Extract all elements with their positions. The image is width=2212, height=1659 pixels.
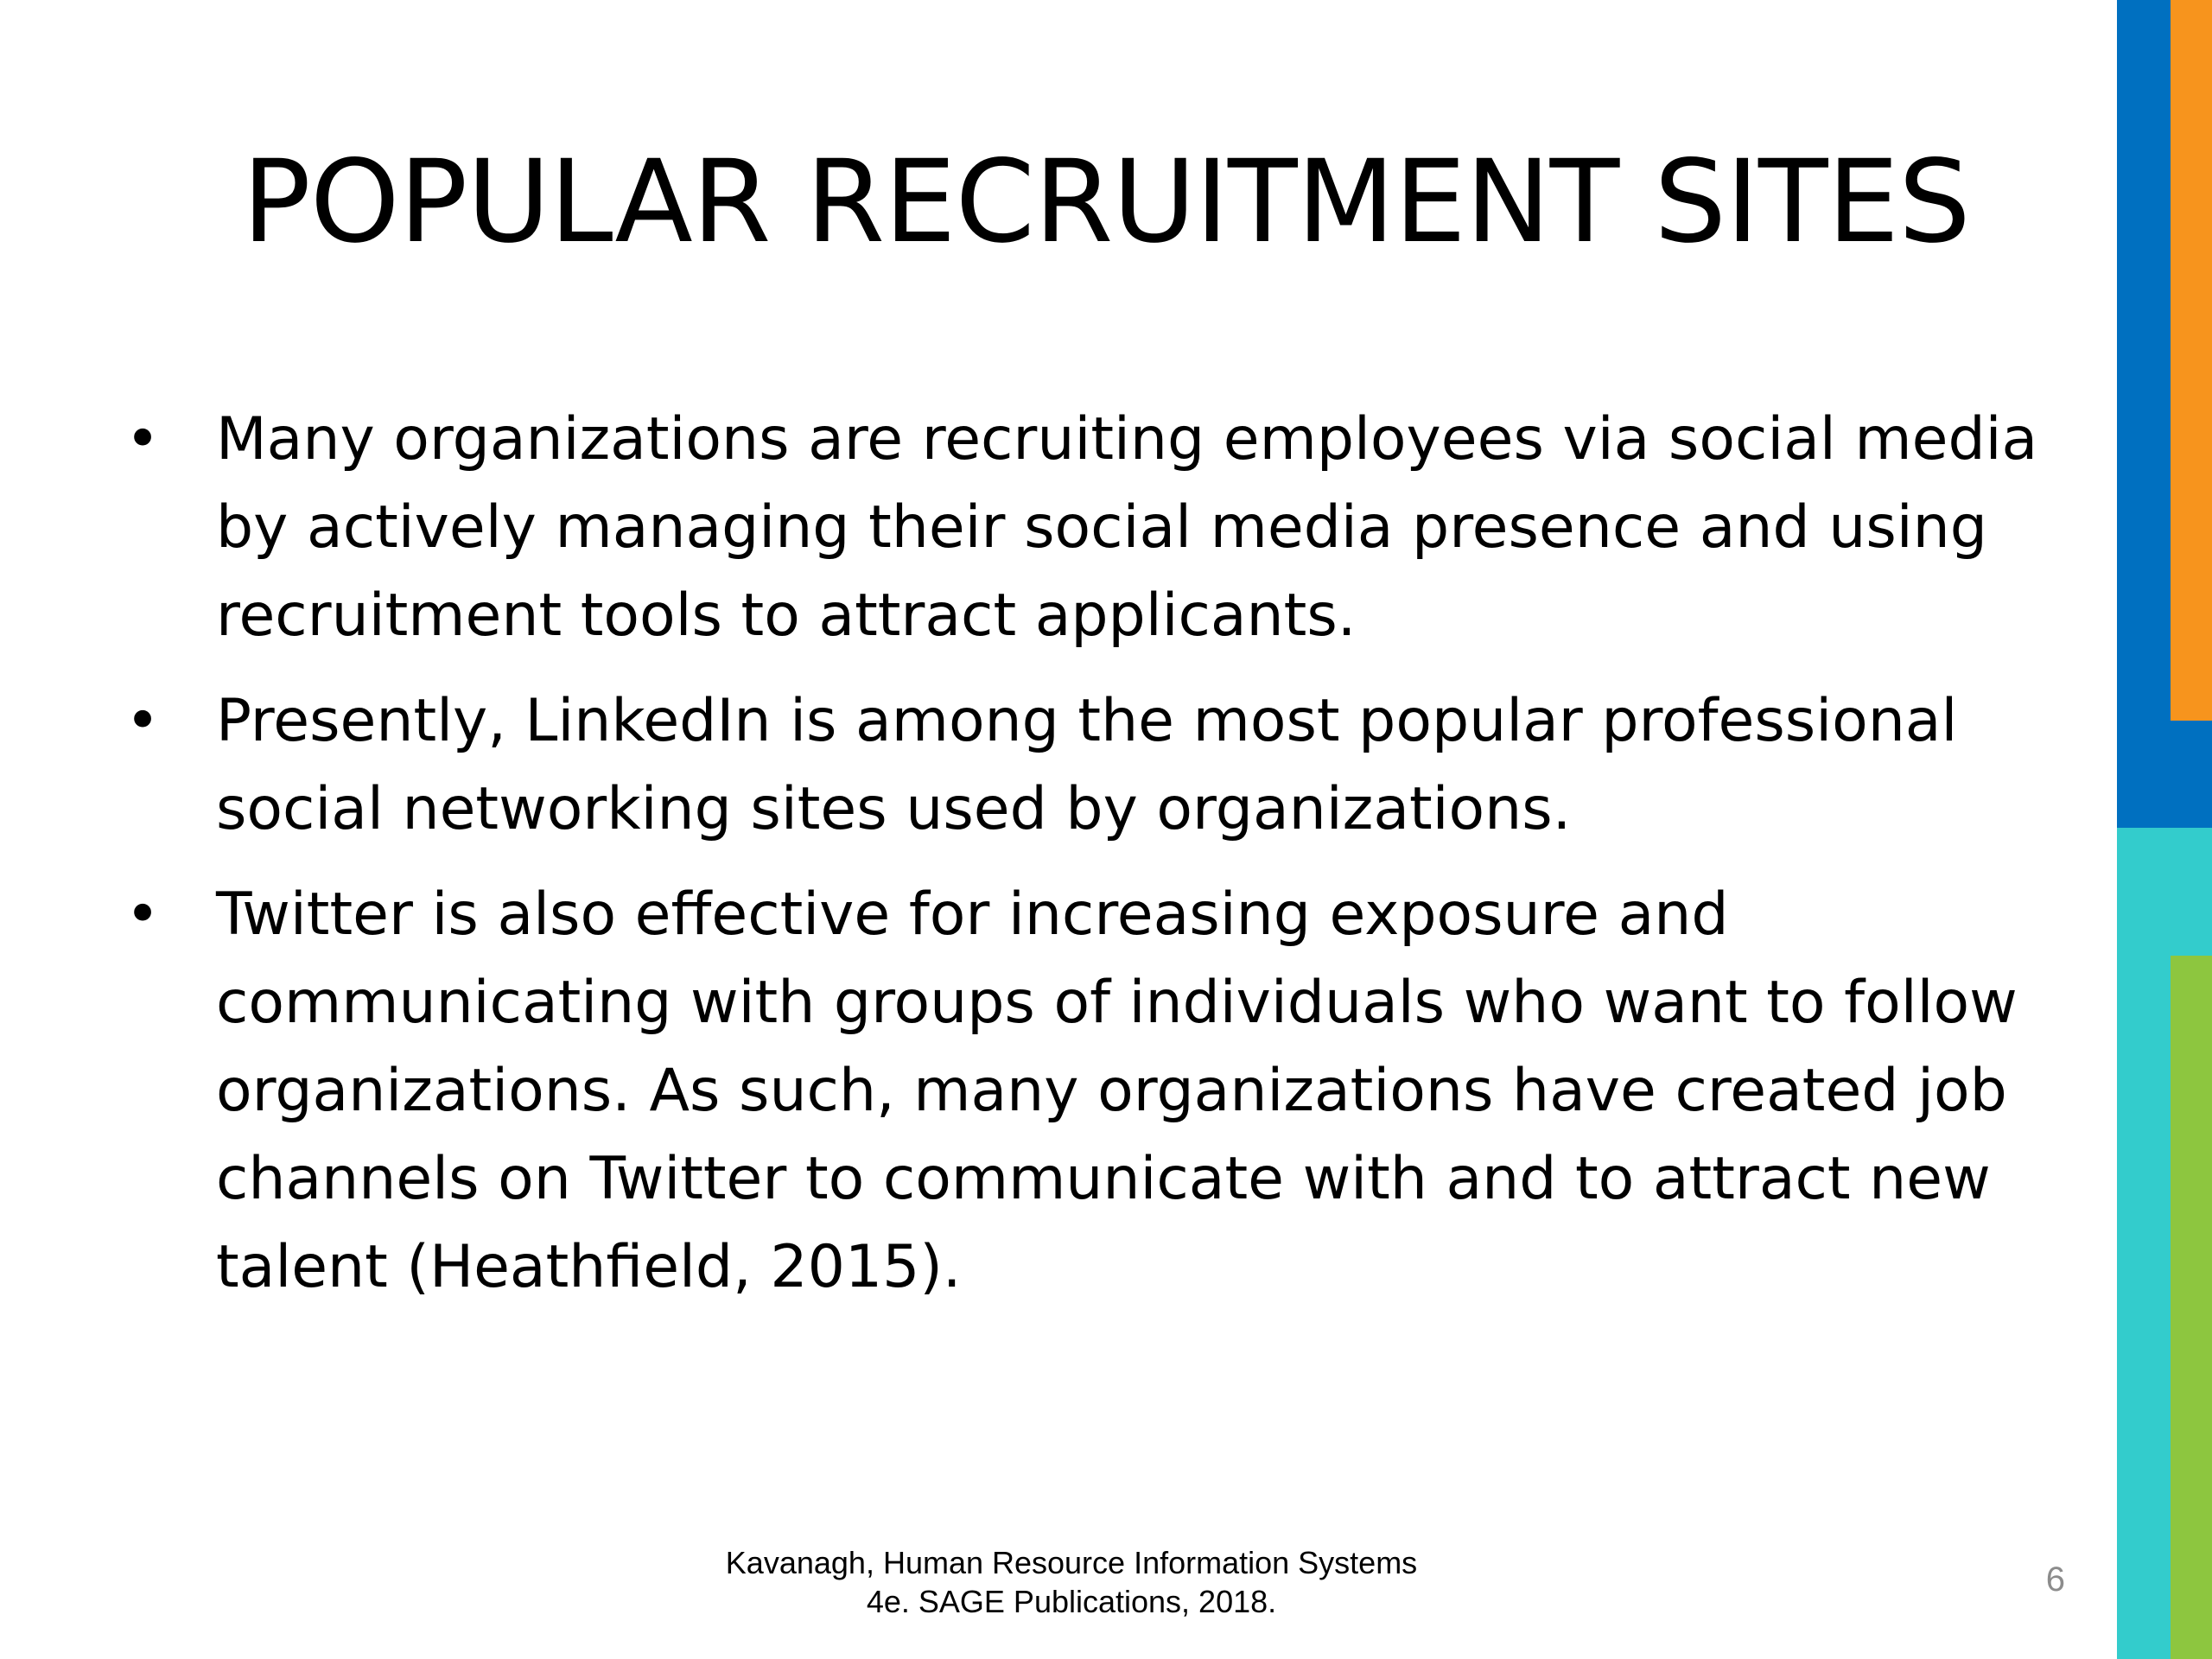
decorative-stripe-blue <box>2117 0 2171 828</box>
citation-line-2: 4e. SAGE Publications, 2018. <box>866 1584 1277 1619</box>
decorative-stripe-green <box>2171 956 2212 1659</box>
decorative-stripe-blue-right <box>2171 721 2212 828</box>
decorative-stripe-teal <box>2117 828 2171 1659</box>
decorative-stripe-teal-right <box>2171 828 2212 956</box>
bullet-text: Many organizations are recruiting employees via social media by actively managing their social media presence and using recruitment tools to attract applicants. <box>216 405 2038 650</box>
page-number: 6 <box>2045 1560 2065 1599</box>
decorative-stripe-orange <box>2171 0 2212 721</box>
bullet-item <box>112 871 2100 1312</box>
citation-line-1: Kavanagh, Human Resource Information Systems <box>725 1545 1418 1580</box>
bullet-icon: • <box>124 687 161 755</box>
bullet-list <box>112 396 2100 1329</box>
bullet-text: Presently, LinkedIn is among the most popular professional social networking sites used by organizations. <box>216 687 1958 843</box>
bullet-item <box>112 677 2100 854</box>
bullet-text: Twitter is also effective for increasing exposure and communicating with groups of individuals who want to follow organizations. As such, many organizations have created job channels on Twitter to communicate with and to attract new talent (Heathfield, 2015). <box>216 880 2018 1301</box>
bullet-icon: • <box>124 405 161 474</box>
bullet-item <box>112 396 2100 660</box>
slide-title: POPULAR RECRUITMENT SITES <box>242 136 1970 269</box>
bullet-icon: • <box>124 880 161 949</box>
footer-citation <box>657 1543 1486 1621</box>
